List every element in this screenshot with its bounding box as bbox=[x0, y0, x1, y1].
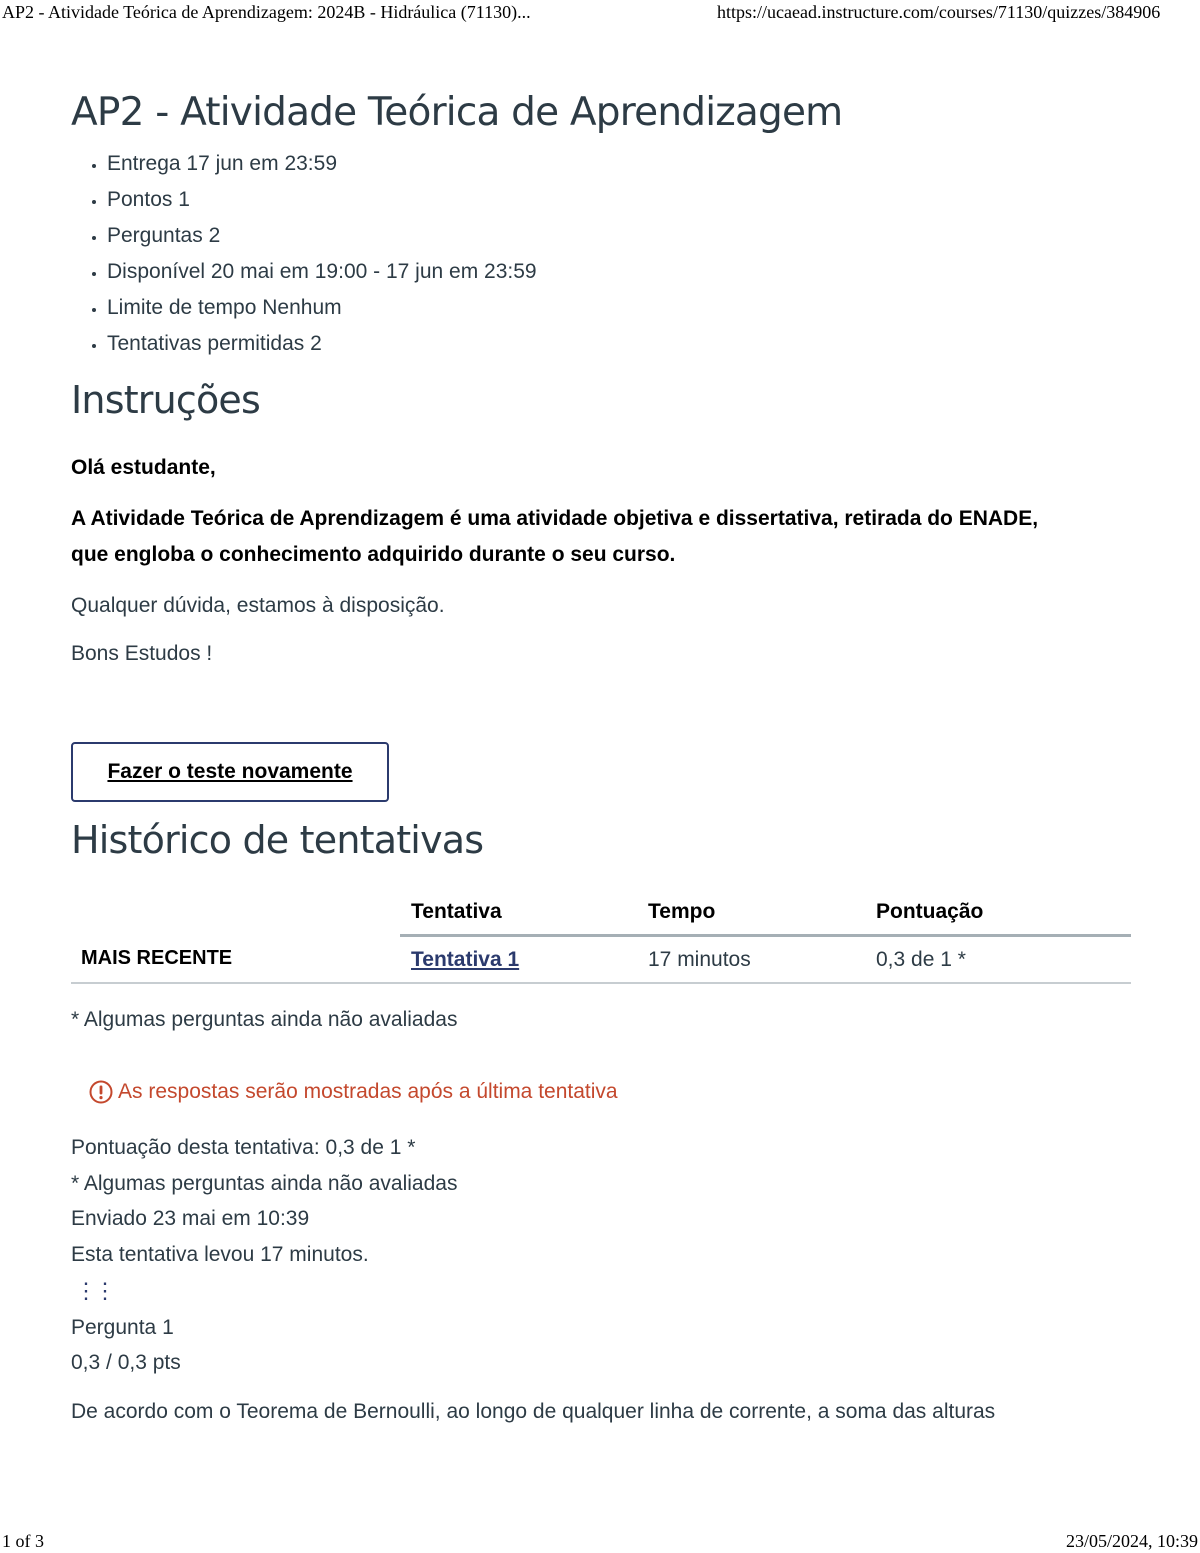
question-text: De acordo com o Teorema de Bernoulli, ao longo de qualquer linha de corrente, a soma das alturas bbox=[71, 1400, 996, 1423]
instructions-description: A Atividade Teórica de Aprendizagem é uma atividade objetiva e dissertativa, retirada do ENADE, que engloba o conhecimento adquirido durante o seu curso. bbox=[71, 507, 1039, 566]
print-footer bbox=[0, 1531, 1200, 1553]
attempt-ungraded-note: * Algumas perguntas ainda não avaliadas bbox=[71, 1171, 458, 1195]
instructions-help: Qualquer dúvida, estamos à disposição. bbox=[71, 594, 445, 617]
detail-time-limit: • Limite de tempo Nenhum bbox=[107, 290, 1131, 326]
question-title: Pergunta 1 bbox=[71, 1316, 174, 1339]
column-header-time: Tempo bbox=[648, 890, 876, 936]
print-header-title: AP2 - Atividade Teórica de Aprendizagem: 2024B - Hidráulica (71130)... bbox=[2, 2, 531, 22]
attempt-submitted: Enviado 23 mai em 10:39 bbox=[71, 1207, 310, 1230]
attempt-history-table bbox=[71, 890, 1131, 984]
table-row bbox=[71, 936, 1131, 984]
most-recent-label: MAIS RECENTE bbox=[71, 936, 400, 984]
print-datetime: 23/05/2024, 10:39 bbox=[1065, 1531, 1198, 1551]
answers-warning bbox=[89, 1078, 1131, 1106]
attempt-score-cell: 0,3 de 1 * bbox=[876, 936, 1131, 984]
column-header-attempt: Tentativa bbox=[400, 890, 648, 936]
detail-due-date: • Entrega 17 jun em 23:59 bbox=[107, 146, 1131, 182]
ungraded-footnote: * Algumas perguntas ainda não avaliadas bbox=[71, 1008, 458, 1031]
column-header-blank bbox=[71, 890, 400, 936]
retake-quiz-button[interactable]: Fazer o teste novamente bbox=[71, 742, 389, 802]
detail-allowed-attempts: • Tentativas permitidas 2 bbox=[107, 326, 1131, 362]
attempt-info bbox=[71, 1130, 1131, 1272]
exclamation-circle-icon bbox=[89, 1080, 113, 1104]
page-title: AP2 - Atividade Teórica de Aprendizagem bbox=[71, 90, 843, 135]
instructions-greeting: Olá estudante, bbox=[71, 456, 216, 479]
detail-availability: • Disponível 20 mai em 19:00 - 17 jun em 23:59 bbox=[107, 254, 1131, 290]
instructions-body bbox=[71, 453, 1131, 669]
attempt-cell bbox=[400, 936, 648, 984]
attempt-duration: Esta tentativa levou 17 minutos. bbox=[71, 1242, 369, 1266]
instructions-heading: Instruções bbox=[71, 378, 261, 422]
attempt-time-cell: 17 minutos bbox=[648, 936, 876, 984]
attempt-1-link[interactable]: Tentativa 1 bbox=[411, 947, 520, 971]
question-points: 0,3 / 0,3 pts bbox=[71, 1351, 181, 1374]
answers-warning-text: As respostas serão mostradas após a última tentativa bbox=[118, 1080, 618, 1103]
quiz-details-list bbox=[71, 146, 1131, 362]
print-page-number: 1 of 3 bbox=[2, 1531, 44, 1551]
quiz-content bbox=[71, 80, 1131, 1427]
detail-questions: • Perguntas 2 bbox=[107, 218, 1131, 254]
attempt-history-heading: Histórico de tentativas bbox=[71, 818, 484, 862]
instructions-closing: Bons Estudos ! bbox=[71, 642, 213, 665]
attempt-score: Pontuação desta tentativa: 0,3 de 1 * bbox=[71, 1136, 416, 1159]
print-header bbox=[0, 2, 1200, 26]
print-header-url: https://ucaead.instructure.com/courses/71130/quizzes/384906 bbox=[717, 2, 1161, 22]
detail-points: • Pontos 1 bbox=[107, 182, 1131, 218]
column-header-score: Pontuação bbox=[876, 890, 1131, 936]
drag-handle-icon[interactable]: ⋮⋮ bbox=[75, 1278, 113, 1303]
table-header-row bbox=[71, 890, 1131, 936]
